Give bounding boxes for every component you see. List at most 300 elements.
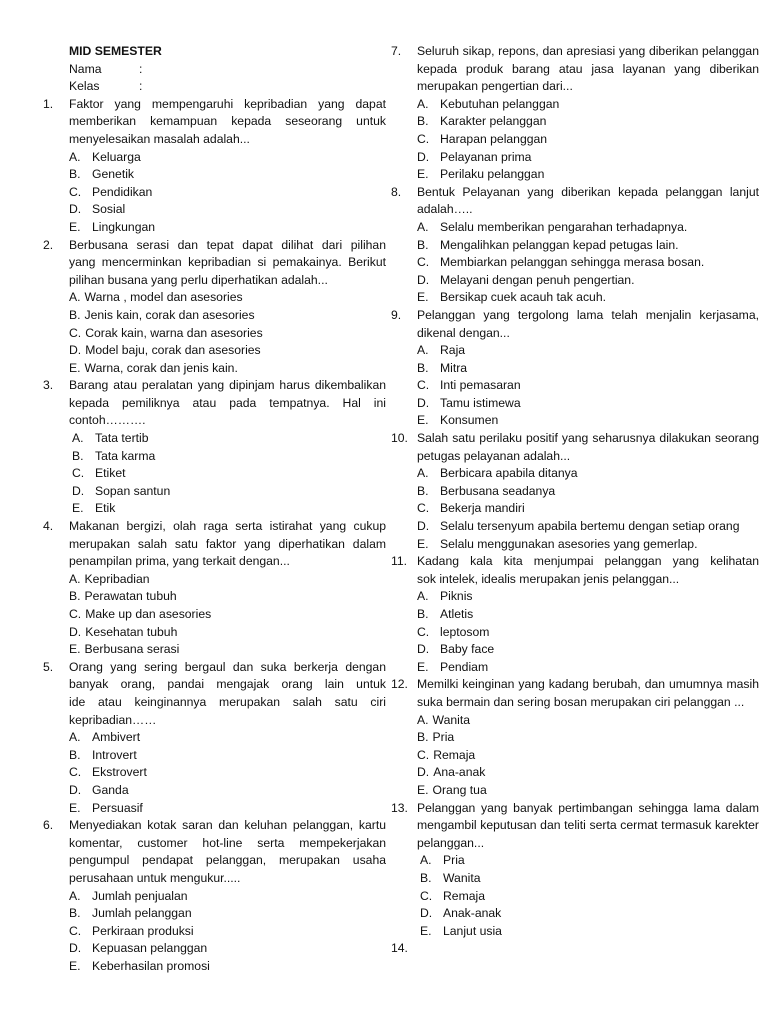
- option-text: Berbusana serasi: [84, 642, 180, 657]
- question-text-line: [391, 184, 759, 202]
- answer-option: [391, 360, 759, 378]
- option-letter: E.: [417, 659, 429, 674]
- question-text-line: [43, 395, 386, 413]
- question-number: 4.: [43, 519, 54, 534]
- question-text: Bentuk Pelayanan yang diberikan kepada pelanggan lanjut: [417, 184, 759, 199]
- answer-option: [43, 888, 386, 906]
- answer-option: [391, 905, 759, 923]
- question-text-wrap: [69, 131, 386, 149]
- question-text-line: [43, 659, 386, 677]
- question-text-wrap: [69, 835, 386, 853]
- answer-option: [43, 307, 386, 325]
- option-letter: C.: [69, 923, 82, 938]
- question-number: 8.: [391, 184, 402, 199]
- option-letter: D.: [417, 765, 430, 780]
- option-letter: A.: [417, 712, 429, 727]
- question-text-line: [43, 870, 386, 888]
- option-text: Piknis: [440, 589, 473, 604]
- option-text: Etik: [95, 501, 116, 516]
- answer-option: [391, 852, 759, 870]
- answer-option: [391, 395, 759, 413]
- option-text: Selalu menggunakan asesories yang gemerlap.: [440, 536, 698, 551]
- question-number: 7.: [391, 44, 402, 58]
- option-letter: A.: [417, 589, 429, 604]
- question-number: 6.: [43, 818, 54, 833]
- answer-option: [391, 342, 759, 360]
- question-text: kepribadian……: [69, 712, 157, 727]
- option-letter: A.: [72, 431, 84, 446]
- question-number: 10.: [391, 431, 408, 446]
- answer-option: [391, 254, 759, 272]
- question-1: [43, 96, 386, 237]
- question-text-line: [391, 800, 759, 818]
- option-letter: A.: [417, 343, 429, 358]
- option-text: Pria: [432, 730, 455, 745]
- question-text-wrap: [417, 307, 759, 325]
- question-text-wrap: [69, 553, 386, 571]
- option-letter: E.: [69, 360, 81, 375]
- question-text-line: [391, 307, 759, 325]
- question-text: suka bermain dan sering bosan merupakan ciri pelanggan ...: [417, 694, 745, 709]
- option-text: Karakter pelanggan: [440, 114, 547, 129]
- question-text-wrap: [69, 237, 386, 255]
- answer-option: [391, 166, 759, 184]
- question-number: 2.: [43, 237, 54, 252]
- option-letter: A.: [417, 466, 429, 481]
- option-text: Introvert: [92, 747, 137, 762]
- question-number: 9.: [391, 307, 402, 322]
- option-letter: A.: [69, 149, 81, 164]
- answer-option: [43, 571, 386, 589]
- option-text: Mengalihkan pelanggan kepad petugas lain.: [440, 237, 679, 252]
- answer-option: [43, 782, 386, 800]
- answer-option: [391, 712, 759, 730]
- question-text-wrap: [69, 254, 386, 272]
- option-text: Ekstrovert: [92, 765, 147, 780]
- question-text: kepada produk barang atau jasa layanan yang diberikan: [417, 61, 759, 76]
- question-text-line: [391, 448, 759, 466]
- left-questions: [43, 96, 386, 976]
- answer-option: [391, 289, 759, 307]
- option-text: Kepuasan pelanggan: [92, 941, 208, 956]
- option-letter: E.: [69, 642, 81, 657]
- option-text: Pelayanan prima: [440, 149, 532, 164]
- question-number: 14.: [391, 941, 408, 956]
- question-text-wrap: [69, 536, 386, 554]
- question-text: contoh……….: [69, 413, 146, 428]
- question-text: Orang yang sering bergaul dan suka berkerja dengan: [69, 659, 386, 674]
- option-text: Ana-anak: [433, 765, 486, 780]
- answer-option: [43, 289, 386, 307]
- answer-option: [391, 729, 759, 747]
- question-text-line: [391, 78, 759, 96]
- question-text-line: [43, 553, 386, 571]
- question-text: sok intelek, idealis merupakan jenis pelanggan...: [417, 571, 680, 586]
- question-text: ide atau keinginannya merupakan salah satu ciri: [69, 694, 386, 709]
- option-text: Anak-anak: [443, 906, 502, 921]
- question-text-wrap: [69, 694, 386, 712]
- answer-option: [43, 448, 386, 466]
- question-text-line: [43, 712, 386, 730]
- answer-option: [43, 800, 386, 818]
- option-text: Warna , model dan asesories: [84, 290, 243, 305]
- kelas-colon: :: [139, 79, 143, 94]
- question-text: Faktor yang mempengaruhi kepribadian yang dapat: [69, 96, 386, 111]
- option-text: Warna, corak dan jenis kain.: [84, 360, 238, 375]
- answer-option: [43, 219, 386, 237]
- option-letter: D.: [69, 624, 82, 639]
- question-text-wrap: [417, 800, 759, 818]
- question-text: merupakan salah satu faktor yang diperhatikan dalam: [69, 536, 386, 551]
- option-text: Berbicara apabila ditanya: [440, 466, 578, 481]
- question-text-wrap: [69, 412, 386, 430]
- option-letter: C.: [417, 624, 430, 639]
- answer-option: [391, 606, 759, 624]
- option-text: Selalu memberikan pengarahan terhadapnya.: [440, 219, 688, 234]
- answer-option: [43, 184, 386, 202]
- nama-colon: :: [139, 61, 143, 76]
- question-text-wrap: [417, 184, 759, 202]
- option-letter: A.: [69, 730, 81, 745]
- question-7: [391, 43, 759, 184]
- question-text-wrap: [417, 430, 759, 448]
- option-text: Lanjut usia: [443, 923, 502, 938]
- option-text: Atletis: [440, 607, 474, 621]
- option-letter: E.: [72, 501, 84, 516]
- question-text-wrap: [417, 61, 759, 79]
- question-text-wrap: [69, 377, 386, 395]
- question-text-line: [43, 113, 386, 131]
- option-letter: B.: [417, 730, 429, 745]
- kelas-label: Kelas: [69, 79, 100, 94]
- option-letter: D.: [417, 395, 430, 410]
- question-text-wrap: [417, 571, 759, 589]
- question-text-line: [391, 201, 759, 219]
- question-number: 1.: [43, 96, 54, 111]
- question-text: Menyediakan kotak saran dan keluhan pelanggan, kartu: [69, 818, 386, 833]
- option-letter: D.: [420, 906, 433, 921]
- question-text-line: [391, 694, 759, 712]
- option-letter: A.: [69, 290, 81, 305]
- question-text-line: [391, 325, 759, 343]
- answer-option: [391, 113, 759, 131]
- option-text: Persuasif: [92, 800, 143, 815]
- question-text: mengambil keputusan dan teliti serta cermat termasuk karekter: [417, 818, 759, 833]
- answer-option: [391, 782, 759, 800]
- option-letter: C.: [417, 255, 430, 270]
- option-letter: A.: [417, 96, 429, 111]
- option-text: Sosial: [92, 202, 126, 217]
- option-letter: E.: [69, 219, 81, 234]
- option-text: Etiket: [95, 466, 126, 481]
- option-letter: C.: [420, 888, 433, 903]
- option-letter: B.: [69, 747, 81, 762]
- nama-label: Nama: [69, 61, 102, 76]
- option-text: Tamu istimewa: [440, 395, 521, 410]
- question-number: 13.: [391, 800, 408, 815]
- option-letter: D.: [69, 941, 82, 956]
- option-text: Inti pemasaran: [440, 378, 521, 393]
- question-text-wrap: [69, 676, 386, 694]
- option-letter: B.: [69, 167, 81, 182]
- option-letter: C.: [72, 466, 85, 481]
- question-12: [391, 676, 759, 799]
- option-text: Tata tertib: [95, 431, 149, 446]
- answer-option: [43, 747, 386, 765]
- question-text-line: [43, 518, 386, 536]
- option-letter: B.: [417, 114, 429, 129]
- question-text: kepada pemiliknya atau pada tempatnya. Hal ini: [69, 395, 386, 410]
- option-text: Membiarkan pelanggan sehingga merasa bosan.: [440, 255, 705, 270]
- answer-option: [391, 131, 759, 149]
- question-text-line: [43, 377, 386, 395]
- question-text-wrap: [69, 272, 386, 290]
- option-letter: E.: [417, 167, 429, 182]
- option-letter: D.: [417, 272, 430, 287]
- question-text: Kadang kala kita menjumpai pelanggan yang kelihatan: [417, 554, 759, 569]
- option-letter: A.: [417, 219, 429, 234]
- option-letter: E.: [417, 413, 429, 428]
- question-text-line: [391, 61, 759, 79]
- option-letter: D.: [417, 149, 430, 164]
- answer-option: [391, 747, 759, 765]
- option-text: Lingkungan: [92, 219, 156, 234]
- question-text-wrap: [417, 43, 759, 61]
- question-text: merupakan pengertian dari...: [417, 79, 573, 94]
- option-text: Bersikap cuek acauh tak acuh.: [440, 290, 606, 305]
- question-text: penampilan prima, yang terkait dengan...: [69, 554, 290, 569]
- question-text-wrap: [69, 395, 386, 413]
- option-text: Kebutuhan pelanggan: [440, 96, 560, 111]
- answer-option: [391, 500, 759, 518]
- option-text: Ambivert: [92, 730, 141, 745]
- question-text: pilihan busana yang perlu diperhatikan adalah...: [69, 272, 328, 287]
- question-text-line: [391, 43, 759, 61]
- option-letter: D.: [417, 519, 430, 534]
- answer-option: [391, 96, 759, 114]
- answer-option: [43, 624, 386, 642]
- question-number: 12.: [391, 677, 408, 692]
- option-text: Corak kain, warna dan asesories: [85, 325, 263, 340]
- option-text: Kesehatan tubuh: [85, 624, 178, 639]
- option-letter: D.: [69, 782, 82, 797]
- question-text: Pelanggan yang tergolong lama telah menjalin kerjasama,: [417, 307, 759, 322]
- answer-option: [391, 377, 759, 395]
- question-text: menyelesaikan masalah adalah...: [69, 131, 250, 146]
- option-text: Mitra: [440, 360, 468, 375]
- question-text-wrap: [69, 712, 386, 730]
- question-text-line: [43, 536, 386, 554]
- option-text: Bekerja mandiri: [440, 501, 525, 516]
- question-text: yang mencerminkan kepribadian si pemakainya. Berikut: [69, 255, 386, 270]
- question-text-line: [43, 694, 386, 712]
- answer-option: [391, 588, 759, 606]
- option-letter: B.: [417, 483, 429, 498]
- option-letter: B.: [420, 870, 432, 885]
- question-text-line: [43, 131, 386, 149]
- question-text-line: [43, 96, 386, 114]
- question-text-wrap: [69, 852, 386, 870]
- option-letter: A.: [420, 853, 432, 868]
- option-letter: E.: [69, 958, 81, 973]
- document-title: MID SEMESTER: [69, 44, 162, 58]
- option-letter: B.: [69, 307, 81, 322]
- option-text: Pendiam: [440, 659, 489, 674]
- question-14: [391, 940, 759, 958]
- question-5: [43, 659, 386, 817]
- option-letter: D.: [69, 202, 82, 217]
- option-letter: D.: [69, 343, 82, 358]
- option-text: Model baju, corak dan asesories: [85, 343, 261, 358]
- option-letter: E.: [417, 782, 429, 797]
- option-letter: C.: [417, 378, 430, 393]
- option-letter: C.: [69, 325, 82, 340]
- answer-option: [391, 764, 759, 782]
- question-text: komentar, customer hot-line serta mempekerjakan: [69, 835, 386, 850]
- answer-option: [43, 483, 386, 501]
- question-text: Barang atau peralatan yang dipinjam harus dikembalikan: [69, 378, 386, 393]
- answer-option: [43, 923, 386, 941]
- kelas-field: [43, 78, 386, 96]
- answer-option: [43, 149, 386, 167]
- right-column: [391, 43, 759, 958]
- option-letter: C.: [417, 131, 430, 146]
- question-2: [43, 237, 386, 378]
- question-6: [43, 817, 386, 975]
- question-text-wrap: [69, 113, 386, 131]
- question-text-line: [43, 272, 386, 290]
- question-text: pelanggan...: [417, 835, 485, 850]
- option-letter: E.: [417, 290, 429, 305]
- answer-option: [391, 412, 759, 430]
- option-text: Wanita: [432, 712, 470, 727]
- question-text-wrap: [417, 325, 759, 343]
- answer-option: [391, 272, 759, 290]
- option-letter: B.: [417, 607, 429, 621]
- option-letter: A.: [69, 571, 81, 586]
- answer-option: [391, 483, 759, 501]
- question-4: [43, 518, 386, 659]
- option-letter: B.: [417, 237, 429, 252]
- answer-option: [43, 465, 386, 483]
- question-text-line: [43, 835, 386, 853]
- answer-option: [43, 325, 386, 343]
- question-10: [391, 430, 759, 553]
- option-letter: B.: [72, 448, 84, 463]
- question-text: Salah satu perilaku positif yang seharusnya dilakukan seorang: [417, 431, 759, 446]
- question-text: banyak orang, pandai mengajak orang lain untuk: [69, 677, 386, 692]
- question-text: petugas pelayanan adalah...: [417, 448, 571, 463]
- question-text: pengumpul pendapat pelanggan, merupakan usaha: [69, 853, 386, 868]
- question-text-line: [391, 817, 759, 835]
- left-column: [43, 43, 386, 975]
- option-letter: B.: [417, 360, 429, 375]
- answer-option: [43, 905, 386, 923]
- option-text: Ganda: [92, 782, 129, 797]
- answer-option: [43, 940, 386, 958]
- right-questions: [391, 43, 759, 958]
- option-letter: C.: [69, 607, 82, 621]
- option-letter: E.: [420, 923, 432, 938]
- answer-option: [391, 923, 759, 941]
- option-text: Keluarga: [92, 149, 141, 164]
- option-text: Remaja: [443, 888, 485, 903]
- question-text-wrap: [417, 694, 759, 712]
- question-text: perusahaan untuk mengukur.....: [69, 870, 241, 885]
- question-11: [391, 553, 759, 676]
- option-text: Jumlah penjualan: [92, 888, 188, 903]
- option-text: Wanita: [443, 870, 481, 885]
- option-text: Keberhasilan promosi: [92, 958, 210, 973]
- answer-option: [43, 958, 386, 976]
- option-text: Perawatan tubuh: [84, 589, 177, 604]
- answer-option: [43, 201, 386, 219]
- option-letter: C.: [417, 747, 430, 762]
- question-text-line: [43, 254, 386, 272]
- option-text: Orang tua: [432, 782, 487, 797]
- answer-option: [391, 518, 759, 536]
- question-number: 3.: [43, 378, 54, 393]
- option-text: Tata karma: [95, 448, 156, 463]
- answer-option: [43, 729, 386, 747]
- option-text: Make up dan asesories: [85, 607, 212, 621]
- option-letter: D.: [417, 642, 430, 657]
- question-3: [43, 377, 386, 518]
- question-text-line: [43, 817, 386, 835]
- question-text-line: [391, 676, 759, 694]
- answer-option: [391, 870, 759, 888]
- question-number: 5.: [43, 659, 54, 674]
- question-text-wrap: [417, 448, 759, 466]
- answer-option: [391, 219, 759, 237]
- option-text: Raja: [440, 343, 466, 358]
- question-text: Seluruh sikap, repons, dan apresiasi yang diberikan pelanggan: [417, 44, 759, 58]
- option-text: Perkiraan produksi: [92, 923, 194, 938]
- question-number: 11.: [391, 554, 408, 569]
- answer-option: [391, 659, 759, 677]
- question-text-line: [391, 571, 759, 589]
- option-text: Selalu tersenyum apabila bertemu dengan setiap orang: [440, 519, 740, 534]
- question-text-line: [43, 676, 386, 694]
- option-letter: A.: [69, 888, 81, 903]
- answer-option: [391, 888, 759, 906]
- option-text: Remaja: [433, 747, 476, 762]
- answer-option: [43, 764, 386, 782]
- question-text-wrap: [69, 817, 386, 835]
- answer-option: [43, 588, 386, 606]
- option-letter: C.: [69, 765, 82, 780]
- question-text-line: [391, 553, 759, 571]
- option-text: Harapan pelanggan: [440, 131, 548, 146]
- question-text: Pelanggan yang banyak pertimbangan sehingga lama dalam: [417, 800, 759, 815]
- question-text-wrap: [417, 553, 759, 571]
- question-text: dikenal dengan...: [417, 325, 510, 340]
- answer-option: [391, 536, 759, 554]
- option-letter: C.: [417, 501, 430, 516]
- option-letter: C.: [69, 184, 82, 199]
- question-text-wrap: [417, 201, 759, 219]
- option-text: Perilaku pelanggan: [440, 167, 545, 182]
- question-text-line: [391, 430, 759, 448]
- option-letter: B.: [69, 906, 81, 921]
- option-text: Berbusana seadanya: [440, 483, 556, 498]
- question-13: [391, 800, 759, 941]
- option-text: Pria: [443, 853, 465, 868]
- answer-option: [391, 624, 759, 642]
- answer-option: [43, 500, 386, 518]
- question-text-line: [43, 852, 386, 870]
- question-text-wrap: [69, 659, 386, 677]
